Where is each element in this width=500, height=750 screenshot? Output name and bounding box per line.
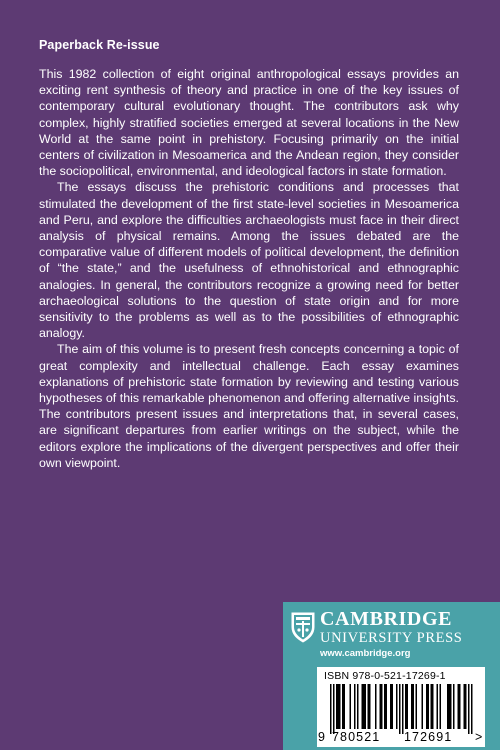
barcode-bar: [330, 684, 332, 734]
barcode-bar: [375, 684, 377, 729]
barcode-bar: [431, 684, 434, 729]
blurb-paragraph-2: The essays discuss the prehistoric conditions and processes that stimulated the development of the first state-level societies in Mesoamerica and Peru, and explore the difficulties archaeologists must face in their direct analysis of physical remains. Among the issues debated are the comparative value of different models of political development, the definition of “the state,” and the usefulness of ethnohistorical and ethnographic analogies. In general, the contributors recognize a growing need for better archaeological solutions to the question of state origin and for more sensitivity to the problems as well as to the possibilities of ethnographic analogy.: [39, 180, 459, 341]
barcode-bar: [399, 684, 401, 734]
barcode-bar: [464, 684, 467, 729]
isbn-label: ISBN 978-0-521-17269-1: [324, 670, 446, 682]
barcode-bar: [384, 684, 387, 729]
barcode-bar: [368, 684, 371, 729]
barcode-bar: [437, 684, 439, 729]
publisher-url: www.cambridge.org: [320, 648, 411, 659]
barcode-bar: [333, 684, 335, 734]
barcode-digits-right: 172691: [404, 730, 453, 744]
barcode-bar: [411, 684, 414, 729]
barcode-bar: [468, 684, 470, 734]
barcode-bar: [396, 684, 398, 729]
barcode-bar: [440, 684, 442, 729]
barcode-bar: [402, 684, 404, 734]
barcode-digit-lead: 9: [318, 730, 327, 744]
barcode-bar: [354, 684, 356, 729]
barcode-bar: [416, 684, 418, 729]
barcode-bar: [426, 684, 429, 729]
barcode-digits-left: 780521: [332, 730, 381, 744]
reissue-heading: Paperback Re-issue: [39, 38, 160, 52]
publisher-press: UNIVERSITY PRESS: [320, 630, 463, 646]
barcode-bar: [422, 684, 424, 729]
publisher-name: CAMBRIDGE: [320, 608, 453, 630]
barcode-bar: [390, 684, 393, 729]
publisher-panel: [283, 602, 500, 750]
blurb-text: [39, 66, 459, 471]
blurb-paragraph-1: This 1982 collection of eight original anthropological essays provides an exciting rent synthesis of theory and practice in one of the key issues of contemporary cultural evolutionary thought. The contributors ask why complex, highly stratified societies emerged at several locations in the New World at the same point in prehistory. Focusing primarily on the initial centers of civilization in Mesoamerica and the Andean region, they consider the sociopolitical, environmental, and ideological factors in state formation.: [39, 67, 459, 179]
barcode-bar: [362, 684, 367, 729]
barcode-bar: [336, 684, 341, 729]
barcode-bar: [458, 684, 461, 729]
blurb-paragraph-3: The aim of this volume is to present fresh concepts concerning a topic of great complexity and intellectual challenge. Each essay examines explanations of prehistoric state formation by reviewing and testing various hypotheses of this remarkable phenomenon and offering alternative insights. The contributors present issues and interpretations that, in several cases, are significant departures from earlier writings on the subject, while the editors explore the implications of the divergent perspectives and offer their own viewpoint.: [39, 342, 459, 470]
barcode-bar: [405, 684, 408, 729]
barcode-bar: [350, 684, 352, 729]
barcode-bar: [357, 684, 359, 729]
barcode-end-mark: >: [475, 730, 484, 744]
barcode-bar: [342, 684, 345, 729]
barcode-box: [317, 667, 485, 747]
cambridge-shield-icon: [290, 611, 316, 643]
barcode-bar: [380, 684, 383, 729]
barcode-bar: [447, 684, 452, 729]
barcode-bar: [471, 684, 473, 734]
barcode-bar: [453, 684, 455, 729]
